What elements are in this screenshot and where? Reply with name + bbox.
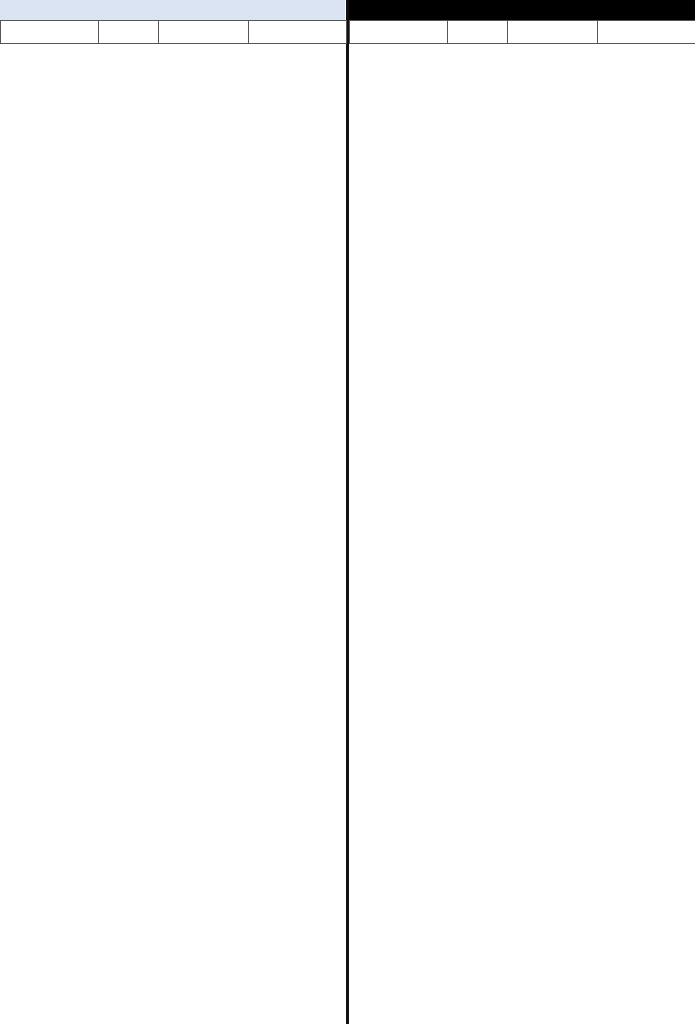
column-divider [346, 0, 349, 1024]
header-route[interactable] [99, 21, 159, 44]
header-kingdom-gift[interactable] [1, 21, 99, 44]
header-row [1, 21, 347, 44]
header-honor-buttons[interactable] [508, 21, 598, 44]
right-table-panel [349, 20, 695, 44]
header-end-ap[interactable] [249, 21, 347, 44]
left-table-panel [0, 20, 346, 44]
header-kingdom-gift[interactable] [350, 21, 448, 44]
header-route[interactable] [448, 21, 508, 44]
sheet-title [0, 0, 345, 20]
top-black-band [349, 0, 695, 20]
header-end-ap[interactable] [598, 21, 695, 44]
header-row [350, 21, 695, 44]
left-table [0, 20, 347, 44]
header-honor-buttons[interactable] [159, 21, 249, 44]
right-table [349, 20, 695, 44]
